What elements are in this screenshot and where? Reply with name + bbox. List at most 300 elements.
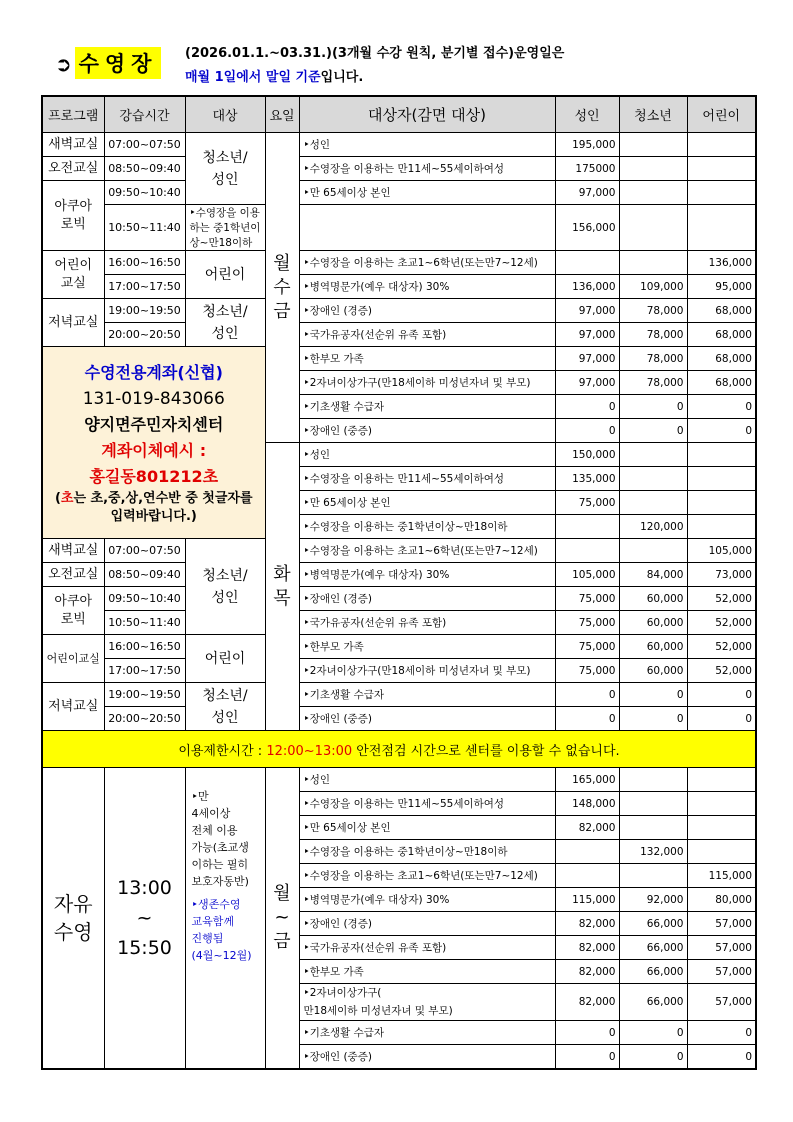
youth-fee-cell [619,912,687,936]
youth-fee-cell [619,768,687,792]
page-header [55,42,755,90]
target-cell [299,539,555,563]
class-time: 09:50~10:40 [108,186,181,199]
target-cell [299,395,555,419]
day-label: 월 ~ 금 [273,883,291,952]
child-fee-cell [687,443,756,467]
youth-fee-cell [619,587,687,611]
adult-fee-cell [299,205,555,251]
table-row [42,563,756,587]
adult-fee: 97,000 [578,186,616,199]
target-label: ‣기초생활 수급자 [303,401,385,413]
youth-fee-cell [619,635,687,659]
child-fee-cell [687,792,756,816]
child-fee-cell [687,299,756,323]
child-fee-cell [687,515,756,539]
adult-fee: 0 [608,688,616,701]
youth-fee: 66,000 [646,996,684,1008]
adult-fee-cell [555,888,619,912]
adult-fee: 115,000 [572,893,616,906]
adult-fee: 150,000 [572,448,616,461]
youth-fee-cell [619,443,687,467]
table-row [42,683,756,707]
audience: 청소년/ 성인 [202,687,248,726]
child-fee: 52,000 [715,592,752,605]
child-fee: 52,000 [715,616,752,629]
youth-fee: 78,000 [646,304,684,317]
class-time: 20:00~20:50 [108,328,181,341]
target-cell [185,205,265,251]
youth-fee-cell [619,491,687,515]
child-fee: 57,000 [715,941,752,954]
header-description [185,42,564,90]
adult-fee-cell [555,491,619,515]
class-time: 10:50~11:40 [108,221,181,234]
program-name: 새벽교실 [48,136,99,152]
account-holder: 양지면주민자치센터 [84,414,224,434]
adult-fee-cell [555,659,619,683]
child-fee: 0 [745,712,752,725]
adult-fee-cell [555,251,619,275]
table-row [42,157,756,181]
program-name: 새벽교실 [48,542,99,558]
child-fee: 0 [745,688,752,701]
page-title: 수영장 [75,47,161,79]
adult-fee: 165,000 [572,773,616,786]
target-cell [299,299,555,323]
target-cell [299,840,555,864]
target-cell [299,707,555,731]
class-time: 17:00~17:50 [108,664,181,677]
adult-fee: 82,000 [578,917,616,930]
child-fee-cell [687,635,756,659]
youth-fee: 60,000 [646,616,684,629]
table-row [42,205,756,251]
child-fee: 68,000 [715,376,752,389]
child-fee-cell [687,181,756,205]
target-label: ‣장애인 (중증) [303,713,372,725]
adult-fee-cell [555,563,619,587]
target-cell [299,443,555,467]
child-fee: 95,000 [715,280,752,293]
target-cell [299,888,555,912]
adult-fee-cell [555,133,619,157]
class-time: 08:50~09:40 [108,568,181,581]
adult-fee-cell [555,419,619,443]
table-row [42,659,756,683]
program-name: 저녁교실 [48,314,99,330]
adult-fee: 0 [608,424,616,437]
target-cell [299,768,555,792]
audience: 청소년/ 성인 [202,149,248,188]
target-cell [299,347,555,371]
target-label: ‣병역명문가(예우 대상자) 30% [303,281,450,293]
youth-fee: 66,000 [646,917,684,930]
child-fee: 0 [745,424,752,437]
youth-fee-cell [619,1045,687,1070]
col-program: 프로그램 [42,96,104,133]
target-label: ‣국가유공자(선순위 유족 포함) [303,329,447,341]
child-fee-cell [687,659,756,683]
adult-fee-cell [555,181,619,205]
adult-fee: 75,000 [578,640,616,653]
child-fee-cell [687,419,756,443]
target-cell [299,683,555,707]
child-fee-cell [687,768,756,792]
class-time: 16:00~16:50 [108,256,181,269]
child-fee: 115,000 [708,869,752,882]
table-row [42,587,756,611]
adult-fee-cell [555,299,619,323]
transfer-note: (초는 초,중,상,연수반 중 첫글자를 [54,490,253,506]
youth-fee: 0 [676,400,684,413]
col-target: 대상자(감면 대상) [299,96,555,133]
target-cell [299,960,555,984]
target-label: ‣기초생활 수급자 [303,1027,385,1039]
target-label: ‣만 65세이상 본인 [303,497,391,509]
adult-fee-cell [555,443,619,467]
adult-fee-cell [555,467,619,491]
class-time: 17:00~17:50 [108,280,181,293]
child-fee: 57,000 [715,917,752,930]
youth-fee-cell [619,371,687,395]
target-cell [299,515,555,539]
child-fee: 0 [745,1050,752,1063]
target-label: ‣수영장을 이용하는 만11세~55세이하여성 [303,163,505,175]
child-fee: 68,000 [715,328,752,341]
youth-fee: 0 [676,1050,684,1063]
account-number: 131-019-843066 [82,388,225,409]
child-fee-cell [687,840,756,864]
adult-fee-cell [555,323,619,347]
child-fee-cell [687,587,756,611]
adult-fee-cell [555,515,619,539]
adult-fee-cell [555,611,619,635]
program-name: 자유 수영 [53,892,93,944]
arrow-icon: ➲ [55,52,72,76]
target-cell [299,912,555,936]
table-row [42,347,756,371]
free-audience: ‣만 4세이상 전체 이용 가능(초교생 이하는 필히 보호자동반) [191,790,249,888]
child-fee-cell [687,707,756,731]
youth-fee: 60,000 [646,664,684,677]
target-label: ‣수영장을 이용하는 중1학년이상~만18이하 [189,207,261,249]
target-cell [299,491,555,515]
adult-fee: 82,000 [578,965,616,978]
youth-fee-cell [619,419,687,443]
child-fee: 52,000 [715,664,752,677]
youth-fee-cell [619,181,687,205]
adult-fee-cell [555,936,619,960]
program-name: 아쿠아 로빅 [54,198,93,232]
adult-fee-cell [555,707,619,731]
child-fee: 136,000 [708,256,752,269]
adult-fee-cell [555,157,619,181]
child-fee-cell [687,611,756,635]
target-label: ‣국가유공자(선순위 유족 포함) [303,942,447,954]
youth-fee: 0 [676,688,684,701]
child-fee-cell [687,491,756,515]
target-label: ‣한부모 가족 [303,641,364,653]
adult-fee-cell [555,912,619,936]
child-fee-cell [687,912,756,936]
youth-fee-cell [619,563,687,587]
table-row [42,768,756,792]
child-fee-cell [687,1045,756,1070]
child-fee: 57,000 [715,965,752,978]
child-fee-cell [687,395,756,419]
child-fee-cell [687,157,756,181]
child-fee-cell [687,539,756,563]
target-label: ‣장애인 (경증) [303,305,372,317]
child-fee: 57,000 [715,996,752,1008]
child-fee: 68,000 [715,352,752,365]
target-cell [299,936,555,960]
youth-fee: 109,000 [640,280,684,293]
target-cell [299,984,555,1021]
youth-fee: 60,000 [646,592,684,605]
target-cell [299,467,555,491]
adult-fee: 0 [608,1026,616,1039]
target-cell [299,157,555,181]
table-row [42,611,756,635]
target-label: ‣수영장을 이용하는 중1학년이상~만18이하 [303,521,508,533]
table-row [42,635,756,659]
youth-fee-cell [619,157,687,181]
target-cell [299,659,555,683]
adult-fee: 97,000 [578,376,616,389]
child-fee-cell [687,371,756,395]
account-info [42,347,265,539]
youth-fee-cell [619,347,687,371]
child-fee-cell [687,1021,756,1045]
adult-fee: 148,000 [572,797,616,810]
youth-fee-cell [619,792,687,816]
adult-fee-cell [555,395,619,419]
target-label: ‣병역명문가(예우 대상자) 30% [303,569,450,581]
child-fee-cell [687,275,756,299]
target-cell [299,792,555,816]
child-fee: 80,000 [715,893,752,906]
class-time: 13:00 ~ 15:50 [117,877,172,959]
transfer-note-2: 입력바랍니다.) [110,508,197,524]
adult-fee-cell [555,960,619,984]
transfer-example-label: 계좌이체예시 : [101,440,207,460]
audience: 청소년/ 성인 [202,303,248,342]
survival-swim-note: ‣생존수영 교육함께 진행됨 (4월~12월) [191,898,252,962]
target-label: ‣2자녀이상가구(만18세이하 미성년자녀 및 부모) [303,377,531,389]
adult-fee: 136,000 [572,280,616,293]
target-label: ‣성인 [303,774,330,786]
target-cell [299,323,555,347]
table-row [42,299,756,323]
target-label: ‣장애인 (경증) [303,918,372,930]
target-label: ‣국가유공자(선순위 유족 포함) [303,617,447,629]
account-title: 수영전용계좌(신협) [84,362,223,382]
adult-fee: 82,000 [578,996,616,1008]
target-cell [299,251,555,275]
adult-fee-cell [555,347,619,371]
youth-fee: 78,000 [646,328,684,341]
class-time: 20:00~20:50 [108,712,181,725]
adult-fee: 82,000 [578,821,616,834]
audience: 어린이 [204,266,246,283]
target-cell [299,563,555,587]
notice-banner: 이용제한시간 : 12:00~13:00 안전점검 시간으로 센터를 이용할 수 없습니다. [42,731,756,768]
youth-fee: 78,000 [646,376,684,389]
target-label: ‣수영장을 이용하는 만11세~55세이하여성 [303,473,505,485]
adult-fee: 97,000 [578,352,616,365]
class-time: 07:00~07:50 [108,138,181,151]
program-name: 오전교실 [48,566,99,582]
adult-fee-cell [555,635,619,659]
adult-fee-cell [555,371,619,395]
table-row [42,323,756,347]
target-label: ‣수영장을 이용하는 초교1~6학년(또는만7~12세) [303,257,538,269]
youth-fee-cell [619,515,687,539]
youth-fee: 66,000 [646,941,684,954]
target-label: ‣병역명문가(예우 대상자) 30% [303,894,450,906]
target-label: ‣장애인 (중증) [303,425,372,437]
col-day: 요일 [265,96,299,133]
adult-fee-cell [555,768,619,792]
day-label: 월 수 금 [273,252,291,322]
child-fee-cell [687,251,756,275]
adult-fee-cell [555,587,619,611]
table-header-row [42,96,756,133]
target-cell [299,611,555,635]
target-cell [299,864,555,888]
adult-fee-cell [555,1021,619,1045]
col-time: 강습시간 [104,96,185,133]
class-time: 09:50~10:40 [108,592,181,605]
target-cell [299,275,555,299]
class-time: 07:00~07:50 [108,544,181,557]
youth-fee-cell [619,133,687,157]
youth-fee-cell [619,864,687,888]
youth-fee: 84,000 [646,568,684,581]
youth-fee: 66,000 [646,965,684,978]
adult-fee-cell [555,840,619,864]
child-fee: 68,000 [715,304,752,317]
youth-fee-cell [555,205,619,251]
child-fee-cell [619,205,687,251]
target-label: ‣만 65세이상 본인 [303,822,391,834]
adult-fee: 105,000 [572,568,616,581]
adult-fee: 75,000 [578,496,616,509]
target-label: ‣성인 [303,139,330,151]
youth-fee: 120,000 [640,520,684,533]
table-row [42,251,756,275]
child-fee: 73,000 [715,568,752,581]
child-fee-cell [687,467,756,491]
youth-fee-cell [619,299,687,323]
adult-fee: 0 [608,1050,616,1063]
child-fee-cell [687,888,756,912]
audience: 청소년/ 성인 [202,567,248,606]
col-audience: 대상 [185,96,265,133]
adult-fee: 75,000 [578,664,616,677]
adult-fee: 97,000 [578,304,616,317]
target-label: ‣한부모 가족 [303,966,364,978]
adult-fee: 135,000 [572,472,616,485]
child-fee: 52,000 [715,640,752,653]
adult-fee: 82,000 [578,941,616,954]
child-fee-cell [687,936,756,960]
col-youth: 청소년 [619,96,687,133]
target-cell [299,635,555,659]
class-time: 16:00~16:50 [108,640,181,653]
program-name: 저녁교실 [48,698,99,714]
youth-fee-cell [619,683,687,707]
youth-fee-cell [619,888,687,912]
child-fee-cell [687,323,756,347]
target-label: ‣한부모 가족 [303,353,364,365]
youth-fee: 0 [676,1026,684,1039]
target-cell [299,371,555,395]
table-row [42,275,756,299]
header-line1: (2026.01.1.~03.31.)(3개월 수강 원칙, 분기별 접수)운영일은 [185,46,565,61]
transfer-example: 홍길동801212초 [89,466,219,486]
fee-table [41,95,757,1070]
youth-fee-cell [619,611,687,635]
adult-fee: 75,000 [578,616,616,629]
target-label: ‣성인 [303,449,330,461]
target-cell [299,419,555,443]
youth-fee: 0 [676,712,684,725]
adult-fee-cell [555,864,619,888]
adult-fee-cell [555,1045,619,1070]
adult-fee-cell [555,539,619,563]
adult-fee: 195,000 [572,138,616,151]
youth-fee-cell [619,816,687,840]
target-cell [299,816,555,840]
notice-row [42,731,756,768]
adult-fee-cell [555,683,619,707]
child-fee-cell [687,347,756,371]
adult-fee: 0 [608,712,616,725]
adult-fee-cell [555,792,619,816]
youth-fee-cell [619,539,687,563]
child-fee-cell [687,960,756,984]
target-label: ‣수영장을 이용하는 중1학년이상~만18이하 [303,846,508,858]
class-time: 19:00~19:50 [108,304,181,317]
adult-fee: 175000 [575,162,616,175]
child-fee-cell [687,133,756,157]
adult-fee-cell [555,275,619,299]
class-time: 08:50~09:40 [108,162,181,175]
child-fee-cell [687,864,756,888]
youth-fee: 92,000 [646,893,684,906]
program-name: 오전교실 [48,160,99,176]
youth-fee-cell [619,936,687,960]
target-label: ‣수영장을 이용하는 초교1~6학년(또는만7~12세) [303,545,538,557]
target-cell [299,133,555,157]
youth-fee-cell [619,707,687,731]
youth-fee-cell [619,395,687,419]
audience: 어린이 [204,650,246,667]
program-name: 어린이교실 [46,651,100,665]
target-label: ‣2자녀이상가구(만18세이하 미성년자녀 및 부모) [303,665,531,677]
target-label: ‣장애인 (경증) [303,593,372,605]
youth-fee-cell [619,659,687,683]
youth-fee: 132,000 [640,845,684,858]
youth-fee: 78,000 [646,352,684,365]
table-row [42,707,756,731]
class-time: 10:50~11:40 [108,616,181,629]
adult-fee: 75,000 [578,592,616,605]
table-row [42,181,756,205]
